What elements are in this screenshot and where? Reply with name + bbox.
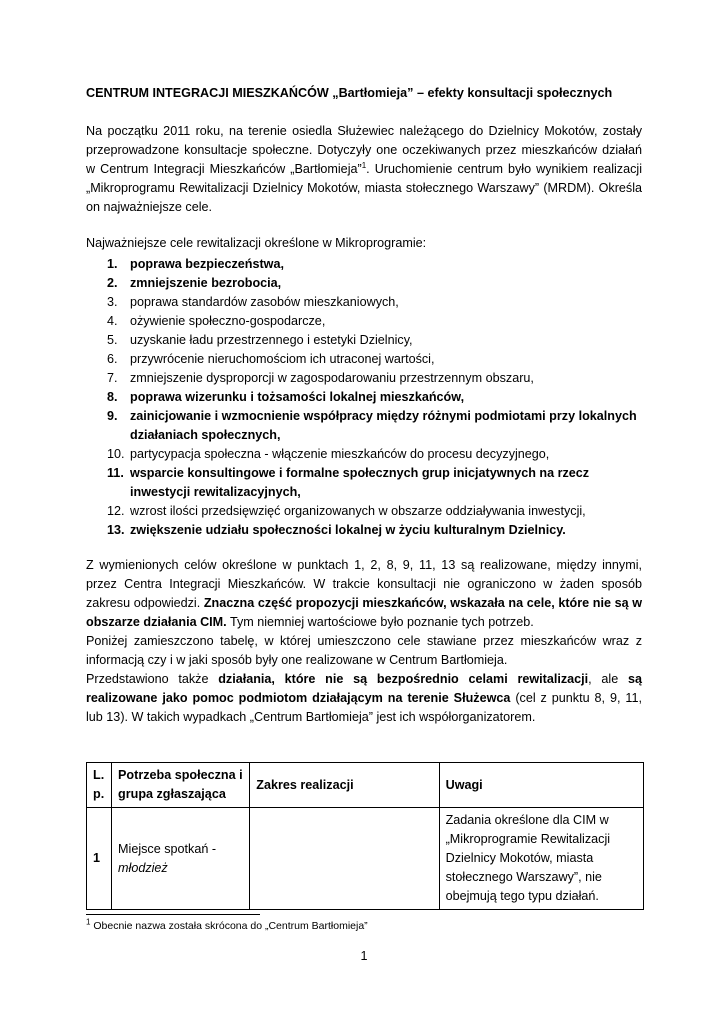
goal-text: poprawa wizerunku i tożsamości lokalnej mieszkańców, bbox=[130, 390, 465, 404]
goal-item bbox=[86, 464, 642, 502]
page-number: 1 bbox=[360, 949, 368, 963]
document-title: CENTRUM INTEGRACJI MIESZKAŃCÓW „Bartłomieja” – efekty konsultacji społecznych bbox=[86, 86, 613, 100]
table-header-row bbox=[87, 763, 644, 808]
goal-item bbox=[86, 388, 642, 407]
cell-need bbox=[112, 808, 250, 910]
goal-item bbox=[86, 350, 642, 369]
goal-item bbox=[86, 255, 642, 274]
goal-item bbox=[86, 445, 642, 464]
header-lp: L. p. bbox=[87, 763, 112, 808]
goal-item bbox=[86, 502, 642, 521]
goal-text: zwiększenie udziału społeczności lokalnej w życiu kulturalnym Dzielnicy. bbox=[130, 523, 566, 537]
needs-table bbox=[86, 762, 644, 910]
goal-item bbox=[86, 274, 642, 293]
header-need: Potrzeba społeczna i grupa zgłaszająca bbox=[112, 763, 250, 808]
goal-number: 3. bbox=[107, 295, 118, 309]
cell-scope bbox=[250, 808, 439, 910]
goal-text: zmniejszenie dysproporcji w zagospodarowaniu przestrzennym obszaru, bbox=[130, 371, 534, 385]
objectives-paragraph bbox=[86, 556, 642, 632]
goal-number: 1. bbox=[107, 257, 118, 271]
footnote-mark: 1 bbox=[86, 917, 91, 927]
header-notes: Uwagi bbox=[439, 763, 643, 808]
goal-number: 7. bbox=[107, 371, 118, 385]
goal-text: przywrócenie nieruchomościom ich utraconej wartości, bbox=[130, 352, 435, 366]
goal-text: ożywienie społeczno-gospodarcze, bbox=[130, 314, 326, 328]
goal-item bbox=[86, 407, 642, 445]
activities-text-2: , ale bbox=[588, 672, 628, 686]
header-scope: Zakres realizacji bbox=[250, 763, 439, 808]
goal-text: uzyskanie ładu przestrzennego i estetyki Dzielnicy, bbox=[130, 333, 413, 347]
footnote-reference: 1 bbox=[361, 160, 367, 170]
goal-number: 11. bbox=[107, 466, 124, 480]
goal-text: poprawa standardów zasobów mieszkaniowych, bbox=[130, 295, 399, 309]
footnote-text: Obecnie nazwa została skrócona do „Centrum Bartłomieja” bbox=[93, 920, 368, 932]
need-group: młodzież bbox=[118, 860, 168, 875]
objectives-text-1: Z wymienionych celów określone w punktach 1, 2, 8, 9, 11, 13 są realizowane, między innymi, przez Centra Integracji Mieszkańców. W trakcie konsultacji nie ograniczono w żaden sposób zakresu odpowiedzi. bbox=[86, 558, 642, 610]
goal-number: 6. bbox=[107, 352, 118, 366]
goal-item bbox=[86, 369, 642, 388]
goal-text: poprawa bezpieczeństwa, bbox=[130, 257, 284, 271]
activities-paragraph bbox=[86, 670, 642, 727]
goal-number: 4. bbox=[107, 314, 118, 328]
goal-text: zmniejszenie bezrobocia, bbox=[130, 276, 282, 290]
table-row bbox=[87, 808, 644, 910]
cell-lp: 1 bbox=[87, 808, 112, 910]
footnote-divider bbox=[86, 914, 260, 915]
goal-text: partycypacja społeczna - włączenie mieszkańców do procesu decyzyjnego, bbox=[130, 447, 550, 461]
objectives-text-2: Tym niemniej wartościowe było poznanie tych potrzeb. bbox=[226, 615, 534, 629]
goals-list bbox=[86, 255, 642, 540]
table-intro-paragraph: Poniżej zamieszczono tabelę, w której umieszczono cele stawiane przez mieszkańców wraz z informacją czy i w jaki sposób były one realizowane w Centrum Bartłomieja. bbox=[86, 634, 642, 667]
goal-text: wzrost ilości przedsięwzięć organizowanych w obszarze oddziaływania inwestycji, bbox=[130, 504, 586, 518]
activities-text-3: (cel z punktu 8, 9, 11, lub 13). W takich wypadkach „Centrum Bartłomieja” jest ich współorganizatorem. bbox=[86, 691, 642, 724]
footnote bbox=[86, 917, 368, 932]
goal-number: 5. bbox=[107, 333, 118, 347]
goal-number: 10. bbox=[107, 447, 125, 461]
cell-notes: Zadania określone dla CIM w „Mikroprogramie Rewitalizacji Dzielnicy Mokotów, miasta stołecznego Warszawy”, nie obejmują tego typu działań. bbox=[439, 808, 643, 910]
goal-number: 13. bbox=[107, 523, 125, 537]
goal-text: zainicjowanie i wzmocnienie współpracy między różnymi podmiotami przy lokalnych działaniach społecznych, bbox=[130, 409, 637, 442]
goal-item bbox=[86, 312, 642, 331]
activities-text-1: Przedstawiono także bbox=[86, 672, 219, 686]
intro-text-1: Na początku 2011 roku, na terenie osiedla Służewiec należącego do Dzielnicy Mokotów, zostały przeprowadzone konsultacje społeczne. Dotyczyły one oczekiwanych przez mieszkańców działań w Centrum Integracji Mieszkańców „Bartłomieja” bbox=[86, 124, 642, 176]
intro-paragraph bbox=[86, 122, 642, 217]
goal-item bbox=[86, 331, 642, 350]
intro-text-2: . Uruchomienie centrum było wynikiem realizacji „Mikroprogramu Rewitalizacji Dzielnicy Mokotów, miasta stołecznego Warszawy” (MRDM). Określa on najważniejsze cele. bbox=[86, 162, 642, 214]
need-text: Miejsce spotkań - bbox=[118, 841, 217, 856]
goal-item bbox=[86, 293, 642, 312]
goal-number: 9. bbox=[107, 409, 118, 423]
goal-text: wsparcie konsultingowe i formalne społecznych grup inicjatywnych na rzecz inwestycji rewitalizacyjnych, bbox=[130, 466, 590, 499]
activities-emphasis-1: działania, które nie są bezpośrednio celami rewitalizacji bbox=[218, 672, 589, 686]
goals-intro: Najważniejsze cele rewitalizacji określone w Mikroprogramie: bbox=[86, 236, 427, 250]
goal-item bbox=[86, 521, 642, 540]
goal-number: 2. bbox=[107, 276, 118, 290]
goal-number: 12. bbox=[107, 504, 125, 518]
objectives-emphasis: Znaczna część propozycji mieszkańców, wskazała na cele, które nie są w obszarze działania CIM. bbox=[86, 596, 642, 629]
goal-number: 8. bbox=[107, 390, 118, 404]
activities-emphasis-2: są realizowane jako pomoc podmiotom działającym na terenie Służewca bbox=[86, 672, 642, 705]
